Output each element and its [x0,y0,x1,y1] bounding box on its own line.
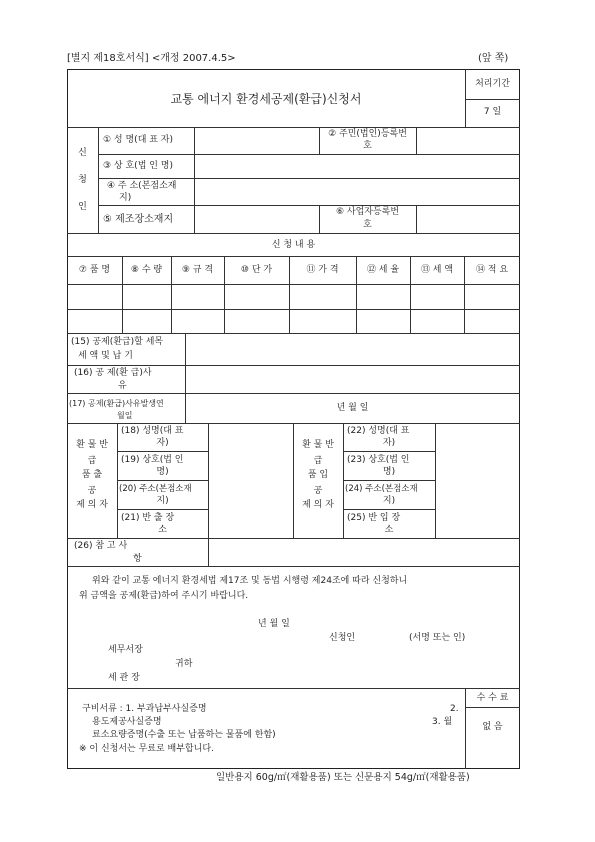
applicant-section-1: 신 [78,148,87,158]
documents-line-2: 용도제공사실증명 [92,717,162,727]
label-resident-no-2: 호 [363,141,372,151]
label-18-2: 자) [156,438,169,448]
label-name: ① 성 명(대 표 자) [103,135,174,145]
rule [67,256,520,257]
col-price: ⑪ 가 격 [306,265,339,275]
rule [98,127,99,233]
date-17: 년 월 일 [336,403,369,413]
form-number: [별지 제18호서식] <개정 2007.4.5> [67,53,236,64]
rule [117,509,208,510]
applicant-section-2: 청 [78,175,87,185]
addressee-customs: 세 관 장 [108,673,140,683]
rule [117,480,208,481]
label-factory: ⑤ 제조장소재지 [103,214,174,225]
rule [67,333,520,334]
rule [67,688,520,689]
rule [67,284,520,285]
label-15-1: (15) 공제(환급)할 세목 [71,337,164,347]
fee-label: 수 수 료 [476,693,509,703]
label-23-1: (23) 상호(법 인 [347,455,410,465]
label-23-2: 명) [382,467,396,477]
rule [435,423,436,538]
statement-line-1: 위와 같이 교통 에너지 환경세법 제17조 및 동법 시행령 제24조에 따라 신청하니 [92,576,408,586]
rule [98,205,520,206]
label-19-1: (19) 상호(법 인 [121,455,184,465]
rule [465,707,520,708]
col-tax-amount: ⑬ 세 액 [420,265,454,275]
label-24-1: (24) 주소(본점소재 [345,484,418,494]
statement-line-2: 위 금액을 공제(환급)하여 주시기 바랍니다. [79,591,249,601]
col-spec: ⑨ 규 격 [181,265,214,275]
label-21-2: 소 [158,525,167,535]
rule [343,509,435,510]
shipper-section-3: 품 출 [81,470,103,480]
documents-line-1-no: 2. [450,704,459,714]
label-biz-no-2: 호 [363,220,372,230]
label-18-1: (18) 성명(대 표 [121,426,184,436]
label-19-2: 명) [156,467,169,477]
label-20-1: (20) 주소(본점소재 [119,484,192,494]
documents-note: ※ 이 신청서는 무료로 배부합니다. [79,744,214,754]
rule [416,127,417,154]
statement-date: 년 월 일 [258,619,290,629]
label-20-2: 지) [156,496,169,506]
paper-spec-footer: 일반용지 60g/㎡(재활용품) 또는 신문용지 54g/㎡(재활용품) [216,772,470,783]
rule [67,393,520,394]
documents-line-1: 구비서류 : 1. 부과납부사실증명 [82,704,207,714]
form-title: 교통 에너지 환경세공제(환급)신청서 [170,92,362,106]
label-resident-no-1: ② 주민(법인)등록번 [328,129,407,139]
documents-line-2-no: 3. 월 [432,717,453,727]
label-16-2: 유 [118,381,127,391]
rule [67,309,520,310]
label-address-1: ④ 주 소(본점소재 [107,181,177,191]
signature-label: (서명 또는 인) [409,633,466,643]
label-15-2: 세 액 및 납 기 [78,351,133,361]
applicant-section-3: 인 [78,202,87,212]
receiver-section-2: 급 [313,456,323,466]
col-unit-price: ⑩ 단 가 [240,265,273,275]
label-25-1: (25) 반 입 장 [347,513,401,523]
label-26-2: 항 [133,554,142,564]
receiver-section-1: 환 물 반 [302,440,334,450]
applicant-label: 신청인 [329,633,356,643]
col-item: ⑦ 품 명 [78,265,111,275]
rule [67,566,520,567]
label-address-2: 지) [119,193,132,203]
label-16-1: (16) 공 제(환 급)사 [74,368,152,378]
col-quantity: ⑧ 수 량 [130,265,163,275]
label-21-1: (21) 반 출 장 [121,513,175,523]
label-17-1: (17) 공제(환급)사유발생연 [69,399,164,408]
fee-value: 없 음 [482,722,503,732]
label-22-2: 자) [382,438,396,448]
receiver-section-3: 품 입 [307,470,329,480]
rule [67,365,520,366]
rule [67,127,520,128]
addressee-honorific: 귀하 [175,659,193,669]
shipper-section-5: 제 의 자 [76,500,108,510]
label-22-1: (22) 성명(대 표 [347,426,410,436]
rule [343,451,435,452]
addressee-tax-office: 세무서장 [108,645,143,655]
rule [67,233,520,234]
form-frame [67,69,520,769]
label-25-2: 소 [384,525,394,535]
label-26-1: (26) 참 고 사 [74,541,128,551]
documents-line-3: 료소요량증명(수출 또는 납품하는 물품에 한함) [92,730,276,740]
receiver-section-4: 공 [313,486,323,496]
label-17-2: 월일 [117,411,133,420]
shipper-section-4: 공 [87,486,97,496]
rule [98,178,520,179]
contents-heading: 신 청 내 용 [271,240,316,250]
rule [208,423,209,566]
receiver-section-5: 제 의 자 [302,500,334,510]
shipper-section-2: 급 [87,456,97,466]
col-remarks: ⑭ 적 요 [475,265,509,275]
processing-value: 7 일 [483,107,502,117]
rule [343,480,435,481]
rule [416,205,417,233]
label-24-2: 지) [382,496,396,506]
page-side-label: (앞 쪽) [478,53,509,64]
processing-label: 처리기간 [475,79,510,89]
label-biz-no-1: ⑥ 사업자등록번 [335,207,400,217]
rule [67,538,520,539]
rule [194,127,195,233]
rule [465,99,520,100]
rule [465,69,466,127]
rule [98,154,520,155]
col-tax-rate: ⑫ 세 율 [366,265,400,275]
label-trade-name: ③ 상 호(법 인 명) [103,161,174,171]
rule [117,451,208,452]
shipper-section-1: 환 물 반 [76,440,108,450]
